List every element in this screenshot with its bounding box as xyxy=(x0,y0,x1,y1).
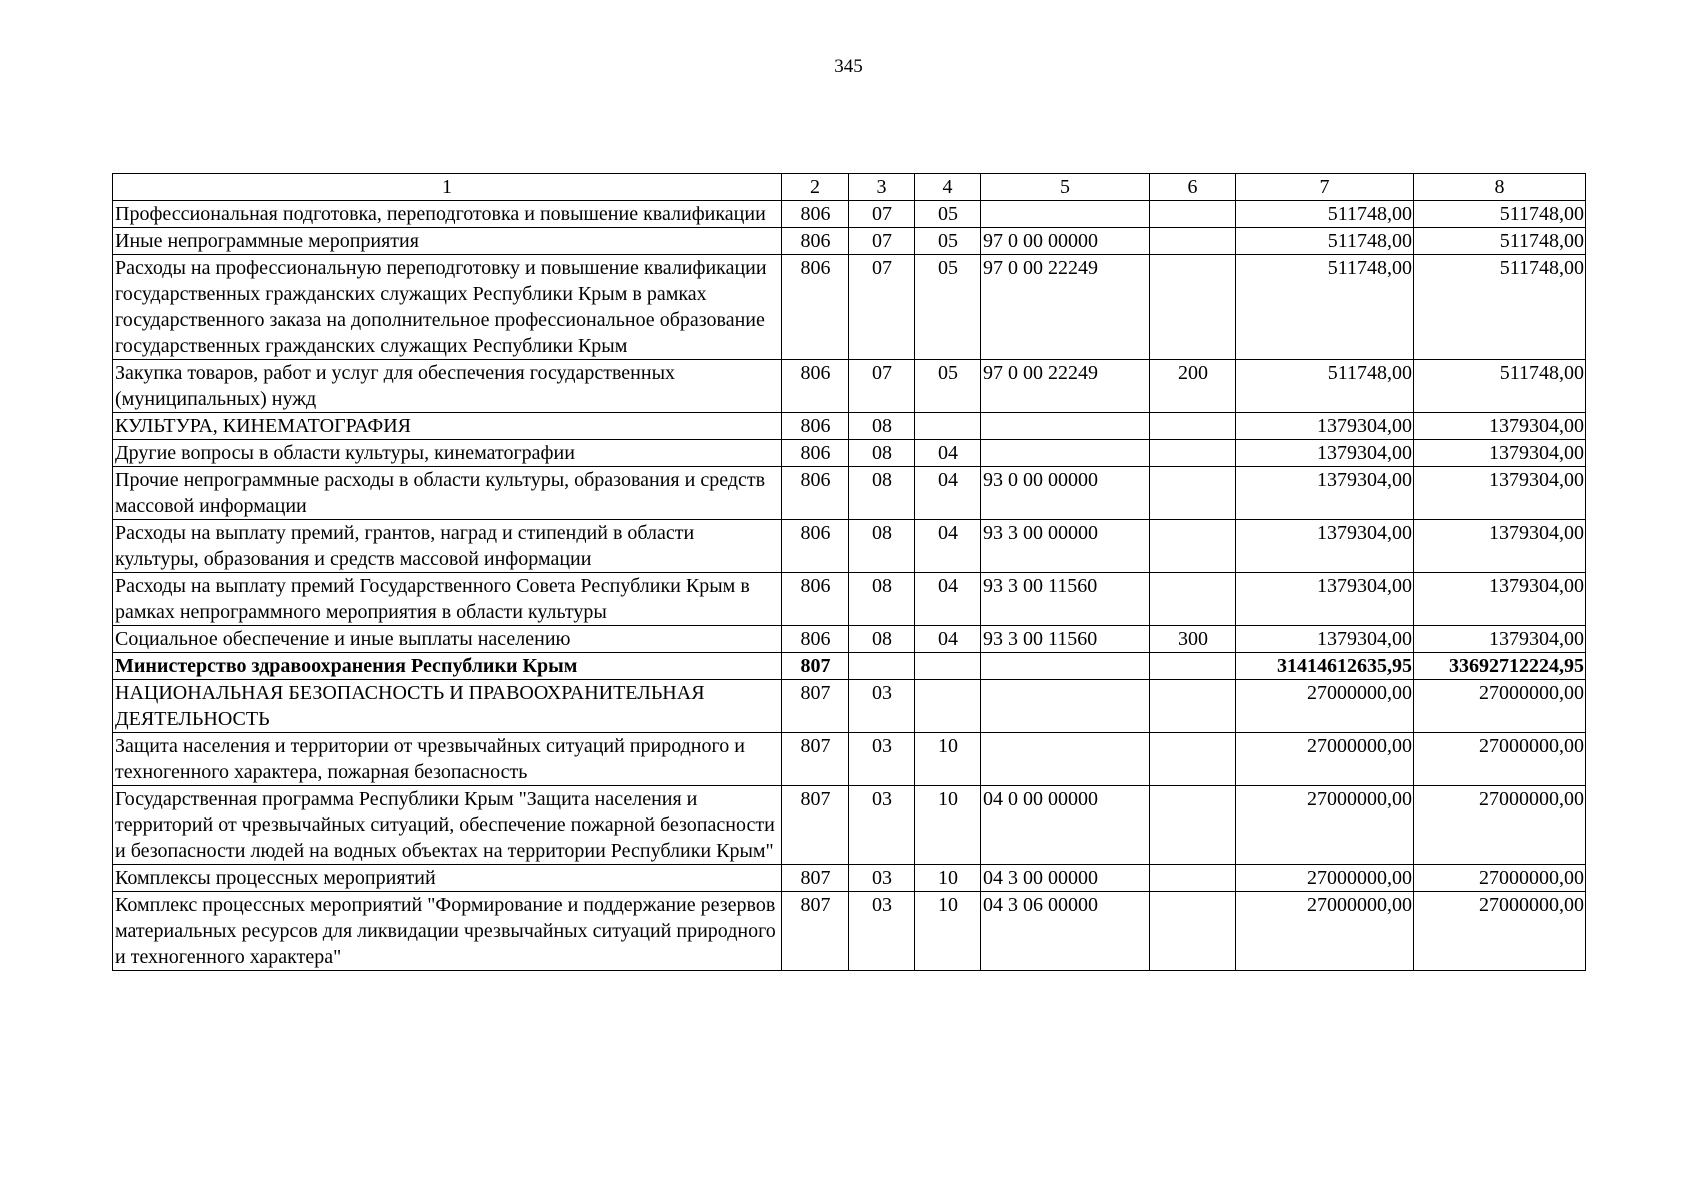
expense-type-cell xyxy=(1150,786,1236,865)
expense-type-cell xyxy=(1150,440,1236,467)
subsection-code-cell: 05 xyxy=(915,360,981,413)
amount-year-1-cell: 27000000,00 xyxy=(1236,680,1414,733)
ministry-code-cell: 807 xyxy=(782,865,849,892)
item-name-cell: Государственная программа Республики Крым "Защита населения и территорий от чрезвычайных ситуаций, обеспечение пожарной безопасности и безопасности людей на водных объектах на территории Республики Крым" xyxy=(113,786,782,865)
subsection-code-cell: 04 xyxy=(915,520,981,573)
table-body xyxy=(113,201,1586,971)
expense-type-cell xyxy=(1150,733,1236,786)
target-item-cell xyxy=(981,680,1150,733)
item-name-cell: Расходы на профессиональную переподготовку и повышение квалификации государственных гражданских служащих Республики Крым в рамках государственного заказа на дополнительное профессиональное образование государственных гражданских служащих Республики Крым xyxy=(113,255,782,360)
section-code-cell: 07 xyxy=(849,228,915,255)
subsection-code-cell xyxy=(915,413,981,440)
target-item-cell: 93 3 00 11560 xyxy=(981,573,1150,626)
section-code-cell: 07 xyxy=(849,360,915,413)
table-row xyxy=(113,786,1586,865)
table-row xyxy=(113,573,1586,626)
ministry-code-cell: 807 xyxy=(782,733,849,786)
amount-year-2-cell: 27000000,00 xyxy=(1414,865,1586,892)
subsection-code-cell: 05 xyxy=(915,255,981,360)
ministry-code-cell: 806 xyxy=(782,573,849,626)
amount-year-1-cell: 27000000,00 xyxy=(1236,786,1414,865)
amount-year-2-cell: 27000000,00 xyxy=(1414,680,1586,733)
subsection-code-cell: 10 xyxy=(915,733,981,786)
section-code-cell: 03 xyxy=(849,680,915,733)
amount-year-2-cell: 1379304,00 xyxy=(1414,467,1586,520)
amount-year-1-cell: 511748,00 xyxy=(1236,255,1414,360)
section-code-cell: 03 xyxy=(849,733,915,786)
header-cell: 3 xyxy=(849,174,915,201)
target-item-cell xyxy=(981,440,1150,467)
table-row xyxy=(113,360,1586,413)
target-item-cell: 04 0 00 00000 xyxy=(981,786,1150,865)
target-item-cell: 97 0 00 22249 xyxy=(981,255,1150,360)
item-name-cell: КУЛЬТУРА, КИНЕМАТОГРАФИЯ xyxy=(113,413,782,440)
amount-year-2-cell: 511748,00 xyxy=(1414,360,1586,413)
section-code-cell: 07 xyxy=(849,255,915,360)
section-code-cell: 08 xyxy=(849,573,915,626)
amount-year-1-cell: 511748,00 xyxy=(1236,228,1414,255)
ministry-code-cell: 806 xyxy=(782,467,849,520)
subsection-code-cell xyxy=(915,653,981,680)
target-item-cell: 93 3 00 11560 xyxy=(981,626,1150,653)
table-header-row xyxy=(113,174,1586,201)
item-name-cell: Профессиональная подготовка, переподготовка и повышение квалификации xyxy=(113,201,782,228)
section-code-cell xyxy=(849,653,915,680)
header-cell: 6 xyxy=(1150,174,1236,201)
expense-type-cell xyxy=(1150,680,1236,733)
table-row xyxy=(113,228,1586,255)
item-name-cell: Закупка товаров, работ и услуг для обеспечения государственных (муниципальных) нужд xyxy=(113,360,782,413)
expense-type-cell xyxy=(1150,413,1236,440)
item-name-cell: Комплекс процессных мероприятий "Формирование и поддержание резервов материальных ресурсов для ликвидации чрезвычайных ситуаций природного и техногенного характера" xyxy=(113,892,782,971)
header-cell: 8 xyxy=(1414,174,1586,201)
table-row xyxy=(113,733,1586,786)
section-code-cell: 08 xyxy=(849,440,915,467)
amount-year-2-cell: 511748,00 xyxy=(1414,228,1586,255)
amount-year-1-cell: 1379304,00 xyxy=(1236,413,1414,440)
ministry-code-cell: 807 xyxy=(782,680,849,733)
amount-year-2-cell: 1379304,00 xyxy=(1414,573,1586,626)
amount-year-1-cell: 1379304,00 xyxy=(1236,520,1414,573)
item-name-cell: Министерство здравоохранения Республики Крым xyxy=(113,653,782,680)
target-item-cell xyxy=(981,201,1150,228)
amount-year-2-cell: 1379304,00 xyxy=(1414,413,1586,440)
section-code-cell: 07 xyxy=(849,201,915,228)
section-code-cell: 03 xyxy=(849,892,915,971)
expense-type-cell xyxy=(1150,865,1236,892)
expense-type-cell xyxy=(1150,467,1236,520)
subsection-code-cell: 04 xyxy=(915,573,981,626)
amount-year-1-cell: 27000000,00 xyxy=(1236,733,1414,786)
table-row xyxy=(113,626,1586,653)
target-item-cell xyxy=(981,413,1150,440)
amount-year-1-cell: 27000000,00 xyxy=(1236,892,1414,971)
amount-year-1-cell: 1379304,00 xyxy=(1236,440,1414,467)
expense-type-cell xyxy=(1150,201,1236,228)
amount-year-2-cell: 1379304,00 xyxy=(1414,440,1586,467)
table-row xyxy=(113,520,1586,573)
item-name-cell: Социальное обеспечение и иные выплаты населению xyxy=(113,626,782,653)
subsection-code-cell: 04 xyxy=(915,440,981,467)
header-cell: 2 xyxy=(782,174,849,201)
amount-year-1-cell: 1379304,00 xyxy=(1236,467,1414,520)
table-row xyxy=(113,413,1586,440)
item-name-cell: Расходы на выплату премий Государственного Совета Республики Крым в рамках непрограммного мероприятия в области культуры xyxy=(113,573,782,626)
table-row xyxy=(113,467,1586,520)
ministry-code-cell: 806 xyxy=(782,440,849,467)
amount-year-1-cell: 31414612635,95 xyxy=(1236,653,1414,680)
expense-type-cell xyxy=(1150,892,1236,971)
subsection-code-cell: 10 xyxy=(915,865,981,892)
expense-type-cell xyxy=(1150,255,1236,360)
table-row xyxy=(113,865,1586,892)
amount-year-2-cell: 1379304,00 xyxy=(1414,520,1586,573)
table-row xyxy=(113,892,1586,971)
section-code-cell: 08 xyxy=(849,626,915,653)
target-item-cell: 04 3 06 00000 xyxy=(981,892,1150,971)
amount-year-1-cell: 511748,00 xyxy=(1236,360,1414,413)
subsection-code-cell: 04 xyxy=(915,467,981,520)
expense-type-cell: 200 xyxy=(1150,360,1236,413)
page-number: 345 xyxy=(834,56,863,77)
item-name-cell: НАЦИОНАЛЬНАЯ БЕЗОПАСНОСТЬ И ПРАВООХРАНИТЕЛЬНАЯ ДЕЯТЕЛЬНОСТЬ xyxy=(113,680,782,733)
expense-type-cell xyxy=(1150,653,1236,680)
table-row xyxy=(113,255,1586,360)
amount-year-2-cell: 33692712224,95 xyxy=(1414,653,1586,680)
amount-year-1-cell: 1379304,00 xyxy=(1236,626,1414,653)
header-cell: 7 xyxy=(1236,174,1414,201)
ministry-code-cell: 806 xyxy=(782,201,849,228)
header-cell: 5 xyxy=(981,174,1150,201)
expense-type-cell xyxy=(1150,573,1236,626)
ministry-code-cell: 806 xyxy=(782,228,849,255)
target-item-cell: 97 0 00 00000 xyxy=(981,228,1150,255)
section-code-cell: 08 xyxy=(849,520,915,573)
item-name-cell: Комплексы процессных мероприятий xyxy=(113,865,782,892)
target-item-cell: 93 0 00 00000 xyxy=(981,467,1150,520)
target-item-cell xyxy=(981,733,1150,786)
subsection-code-cell: 05 xyxy=(915,228,981,255)
table-row xyxy=(113,201,1586,228)
amount-year-2-cell: 27000000,00 xyxy=(1414,733,1586,786)
header-cell: 1 xyxy=(113,174,782,201)
expense-type-cell xyxy=(1150,520,1236,573)
amount-year-2-cell: 27000000,00 xyxy=(1414,892,1586,971)
target-item-cell: 97 0 00 22249 xyxy=(981,360,1150,413)
section-code-cell: 08 xyxy=(849,467,915,520)
table-row xyxy=(113,440,1586,467)
subsection-code-cell: 04 xyxy=(915,626,981,653)
ministry-code-cell: 807 xyxy=(782,892,849,971)
budget-table xyxy=(112,173,1586,971)
section-code-cell: 03 xyxy=(849,865,915,892)
section-code-cell: 03 xyxy=(849,786,915,865)
table-row xyxy=(113,680,1586,733)
amount-year-2-cell: 27000000,00 xyxy=(1414,786,1586,865)
amount-year-1-cell: 511748,00 xyxy=(1236,201,1414,228)
amount-year-2-cell: 511748,00 xyxy=(1414,255,1586,360)
item-name-cell: Иные непрограммные мероприятия xyxy=(113,228,782,255)
target-item-cell: 93 3 00 00000 xyxy=(981,520,1150,573)
ministry-code-cell: 806 xyxy=(782,520,849,573)
table-row xyxy=(113,653,1586,680)
subsection-code-cell xyxy=(915,680,981,733)
ministry-code-cell: 806 xyxy=(782,360,849,413)
subsection-code-cell: 05 xyxy=(915,201,981,228)
target-item-cell: 04 3 00 00000 xyxy=(981,865,1150,892)
item-name-cell: Расходы на выплату премий, грантов, наград и стипендий в области культуры, образования и средств массовой информации xyxy=(113,520,782,573)
target-item-cell xyxy=(981,653,1150,680)
item-name-cell: Прочие непрограммные расходы в области культуры, образования и средств массовой информации xyxy=(113,467,782,520)
subsection-code-cell: 10 xyxy=(915,892,981,971)
ministry-code-cell: 807 xyxy=(782,786,849,865)
item-name-cell: Другие вопросы в области культуры, кинематографии xyxy=(113,440,782,467)
expense-type-cell: 300 xyxy=(1150,626,1236,653)
ministry-code-cell: 806 xyxy=(782,413,849,440)
section-code-cell: 08 xyxy=(849,413,915,440)
amount-year-2-cell: 1379304,00 xyxy=(1414,626,1586,653)
amount-year-1-cell: 1379304,00 xyxy=(1236,573,1414,626)
ministry-code-cell: 807 xyxy=(782,653,849,680)
item-name-cell: Защита населения и территории от чрезвычайных ситуаций природного и техногенного характера, пожарная безопасность xyxy=(113,733,782,786)
amount-year-1-cell: 27000000,00 xyxy=(1236,865,1414,892)
expense-type-cell xyxy=(1150,228,1236,255)
ministry-code-cell: 806 xyxy=(782,255,849,360)
subsection-code-cell: 10 xyxy=(915,786,981,865)
amount-year-2-cell: 511748,00 xyxy=(1414,201,1586,228)
header-cell: 4 xyxy=(915,174,981,201)
ministry-code-cell: 806 xyxy=(782,626,849,653)
